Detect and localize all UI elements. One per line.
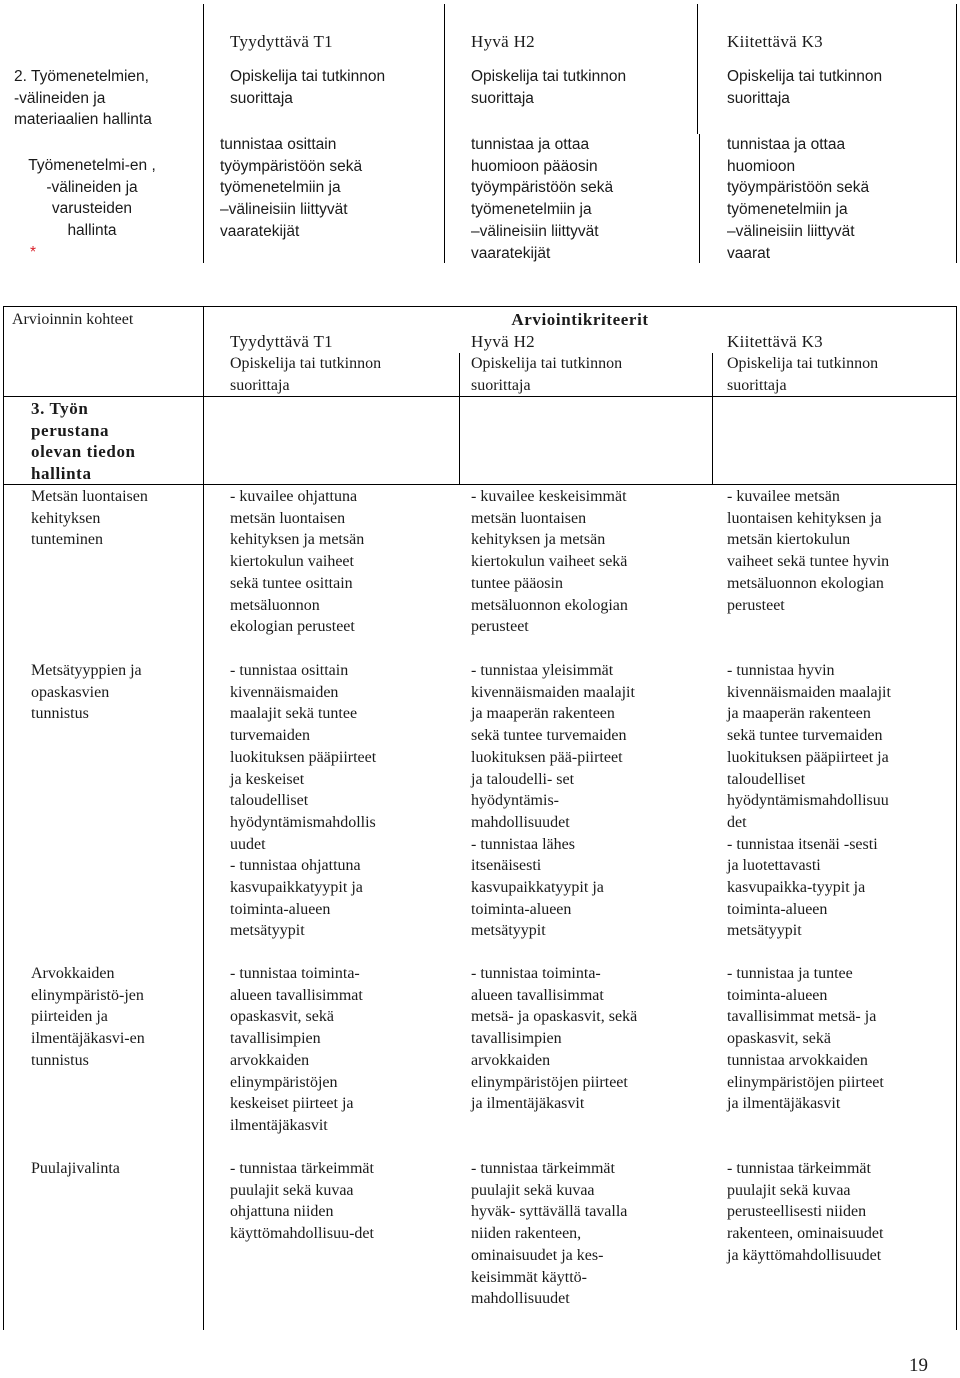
row3-k3: - tunnistaa ja tuntee toiminta-alueen tavallisimmat metsä- ja opaskasvit, sekä tunnistaa arvokkaiden elinympäristöjen piirteet ja ilmentäjäkasvit xyxy=(727,965,884,1113)
row-label-elinymparistot: Arvokkaiden elinympäristö-jen piirteiden ja ilmentäjäkasvi-en tunnistus xyxy=(31,965,145,1069)
bottom-section-title: 3. Työn perustana olevan tiedon hallinta xyxy=(31,399,136,484)
top-cell-h2: tunnistaa ja ottaa huomioon pääosin työympäristöön sekä työmenetelmiin ja –välineisiin liittyvät vaaratekijät xyxy=(471,136,614,262)
top-student-label-t1: Opiskelija tai tutkinnon suorittaja xyxy=(230,68,386,107)
row2-t1: - tunnistaa osittain kivennäismaiden maalajit sekä tuntee turvemaiden luokituksen pääpiirteet ja keskeiset taloudelliset hyödyntämismahdollis uudet - tunnistaa ohjattuna kasvupaikkatyypit ja toiminta-alueen metsätyypit xyxy=(230,662,377,940)
top-grade-t1: Tyydyttävä T1 xyxy=(230,32,333,51)
row1-k3: - kuvailee metsän luontaisen kehityksen ja metsän kiertokulun vaiheet sekä tuntee hyvin metsäluonnon ekologian perusteet xyxy=(727,488,890,614)
row3-h2: - tunnistaa toiminta- alueen tavallisimmat metsä- ja opaskasvit, sekä tavallisimpien arvokkaiden elinympäristöjen piirteet ja ilmentäjäkasvit xyxy=(471,965,638,1113)
row2-k3: - tunnistaa hyvin kivennäismaiden maalajit ja maaperän rakenteen sekä tuntee turvemaiden luokituksen pääpiirteet ja taloudelliset hyödyntämismahdollisuu det - tunnistaa itsenäi -sesti ja luotettavasti kasvupaikka-tyypit ja toiminta-alueen metsätyypit xyxy=(727,662,891,940)
top-rule-2 xyxy=(444,4,445,263)
top-student-label-k3: Opiskelija tai tutkinnon suorittaja xyxy=(727,68,883,107)
top-grade-h2: Hyvä H2 xyxy=(471,32,535,51)
top-rule-1 xyxy=(203,4,204,263)
col-header-kohteet: Arvioinnin kohteet xyxy=(12,311,134,328)
bottom-student-label-h2: Opiskelija tai tutkinnon suorittaja xyxy=(471,355,623,394)
top-rule-3b xyxy=(699,134,700,263)
row3-t1: - tunnistaa toiminta- alueen tavallisimmat opaskasvit, sekä tavallisimpien arvokkaiden elinympäristöjen keskeiset piirteet ja ilmentäjäkasvit xyxy=(230,965,363,1134)
row4-k3: - tunnistaa tärkeimmät puulajit sekä kuvaa perusteellisesti niiden rakenteen, ominaisuudet ja käyttömahdollisuudet xyxy=(727,1160,884,1264)
bottom-grade-k3: Kiitettävä K3 xyxy=(727,332,823,351)
bottom-student-label-t1: Opiskelija tai tutkinnon suorittaja xyxy=(230,355,382,394)
bottom-vrule-1 xyxy=(203,306,204,1330)
bottom-student-label-k3: Opiskelija tai tutkinnon suorittaja xyxy=(727,355,879,394)
row2-h2: - tunnistaa yleisimmät kivennäismaiden maalajit ja maaperän rakenteen sekä tuntee turvemaiden luokituksen pää-piirteet ja taloudelli- set hyödyntämis- mahdollisuudet - tunnistaa lähes itsenäisesti kasvupaikkatyypit ja toiminta-alueen metsätyypit xyxy=(471,662,635,940)
row4-h2: - tunnistaa tärkeimmät puulajit sekä kuvaa hyväk- syttävällä tavalla niiden rakenteen, ominaisuudet ja kes- keisimmät käyttö- mahdollisuudet xyxy=(471,1160,628,1308)
row-label-metsatyypit: Metsätyyppien ja opaskasvien tunnistus xyxy=(31,662,142,723)
row-label-luontainen-kehitys: Metsän luontaisen kehityksen tunteminen xyxy=(31,488,148,549)
row-label-puulajivalinta: Puulajivalinta xyxy=(31,1160,120,1177)
top-cell-k3: tunnistaa ja ottaa huomioon työympäristöön sekä työmenetelmiin ja –välineisiin liittyvät vaarat xyxy=(727,136,870,262)
bottom-vrule-3 xyxy=(712,353,713,485)
top-student-label-h2: Opiskelija tai tutkinnon suorittaja xyxy=(471,68,627,107)
row4-t1: - tunnistaa tärkeimmät puulajit sekä kuvaa ohjattuna niiden käyttömahdollisuu-det xyxy=(230,1160,374,1243)
bottom-rule-top xyxy=(3,306,957,307)
top-rule-3 xyxy=(697,4,698,134)
top-rule-4 xyxy=(956,4,957,263)
criteria-header: Arviointikriteerit xyxy=(511,310,649,329)
bottom-vrule-left xyxy=(3,306,4,1330)
page-number: 19 xyxy=(909,1355,928,1376)
bottom-rule-section xyxy=(3,484,957,485)
row1-t1: - kuvailee ohjattuna metsän luontaisen kehityksen ja metsän kiertokulun vaiheet sekä tuntee osittain metsäluonnon ekologian perusteet xyxy=(230,488,365,636)
top-grade-k3: Kiitettävä K3 xyxy=(727,32,823,51)
top-section-title: 2. Työmenetelmien, -välineiden ja materiaalien hallinta xyxy=(14,68,152,129)
bottom-vrule-2 xyxy=(459,353,460,485)
top-row-asterisk: * xyxy=(30,244,37,261)
row1-h2: - kuvailee keskeisimmät metsän luontaisen kehityksen ja metsän kiertokulun vaiheet sekä tuntee pääosin metsäluonnon ekologian perusteet xyxy=(471,488,628,636)
bottom-vrule-right xyxy=(956,306,957,1330)
top-row-label: Työmenetelmi-en , -välineiden ja varusteiden hallinta xyxy=(28,157,156,240)
top-cell-t1: tunnistaa osittain työympäristöön sekä työmenetelmiin ja –välineisiin liittyvät vaaratekijät xyxy=(220,136,363,240)
bottom-grade-t1: Tyydyttävä T1 xyxy=(230,332,333,351)
bottom-grade-h2: Hyvä H2 xyxy=(471,332,535,351)
